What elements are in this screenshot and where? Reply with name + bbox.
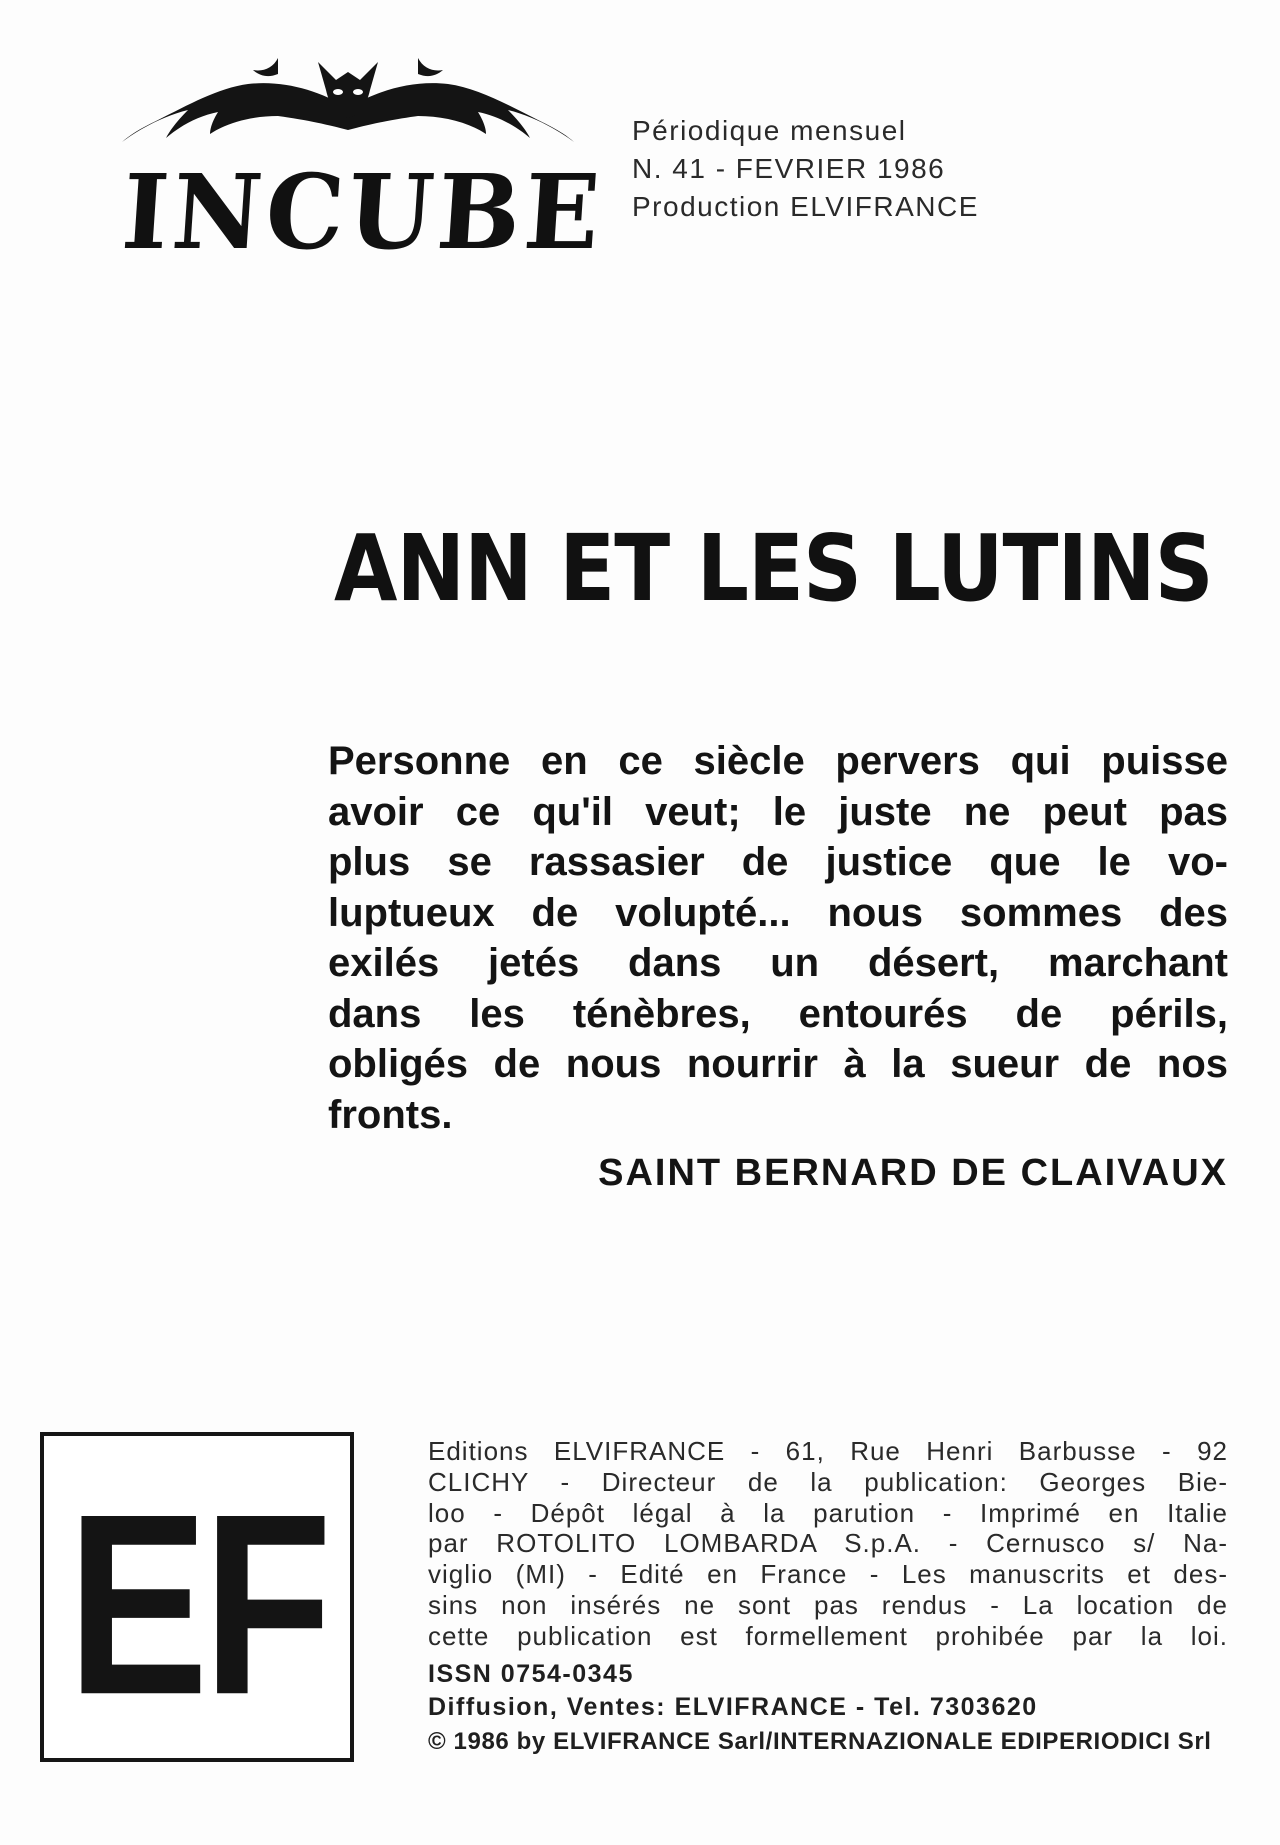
issue-info bbox=[632, 112, 979, 226]
logo-wordmark: INCUBE bbox=[118, 152, 608, 274]
quote-line: fronts. bbox=[328, 1092, 453, 1137]
legal-notice bbox=[428, 1436, 1228, 1652]
publisher-logo bbox=[40, 1432, 354, 1762]
diffusion-info: Diffusion, Ventes: ELVIFRANCE - Tel. 7303620 bbox=[428, 1693, 1038, 1721]
issue-production: Production ELVIFRANCE bbox=[632, 191, 979, 222]
legal-line: sins non insérés ne sont pas rendus - La location de bbox=[428, 1589, 1228, 1620]
incube-logo bbox=[118, 50, 608, 274]
quote-line: dans les ténèbres, entourés de périls, bbox=[328, 991, 1228, 1036]
legal-line: par ROTOLITO LOMBARDA S.p.A. - Cernusco s/ Na- bbox=[428, 1528, 1228, 1559]
legal-line: viglio (MI) - Edité en France - Les manuscrits et des- bbox=[428, 1559, 1228, 1590]
legal-line: Editions ELVIFRANCE - 61, Rue Henri Barbusse - 92 bbox=[428, 1436, 1228, 1466]
quote-line: plus se rassasier de justice que le vo- bbox=[328, 840, 1228, 884]
quote-line: obligés de nous nourrir à la sueur de nos bbox=[328, 1042, 1228, 1086]
bat-wings-icon bbox=[118, 50, 578, 160]
quote-line: Personne en ce siècle pervers qui puisse bbox=[328, 739, 1228, 783]
legal-line: CLICHY - Directeur de la publication: Georges Bie- bbox=[428, 1466, 1228, 1497]
epigraph-quote bbox=[328, 736, 1228, 1140]
quote-line: luptueux de volupté... nous sommes des bbox=[328, 890, 1228, 935]
quote-line: exilés jetés dans un désert, marchant bbox=[328, 941, 1228, 985]
issue-periodicity: Périodique mensuel bbox=[632, 115, 907, 146]
copyright-notice: © 1986 by ELVIFRANCE Sarl/INTERNAZIONALE EDIPERIODICI Srl bbox=[428, 1728, 1212, 1755]
issue-number-date: N. 41 - FEVRIER 1986 bbox=[632, 153, 946, 184]
legal-line: loo - Dépôt légal à la parution - Imprimé en Italie bbox=[428, 1497, 1228, 1528]
quote-line: avoir ce qu'il veut; le juste ne peut pas bbox=[328, 789, 1228, 834]
publisher-logo-text: EF bbox=[67, 1460, 327, 1749]
legal-line: cette publication est formellement prohibée par la loi. bbox=[428, 1620, 1228, 1651]
quote-author: SAINT BERNARD DE CLAIVAUX bbox=[598, 1152, 1228, 1194]
story-title: ANN ET LES LUTINS bbox=[334, 515, 1213, 623]
issn: ISSN 0754-0345 bbox=[428, 1660, 634, 1688]
